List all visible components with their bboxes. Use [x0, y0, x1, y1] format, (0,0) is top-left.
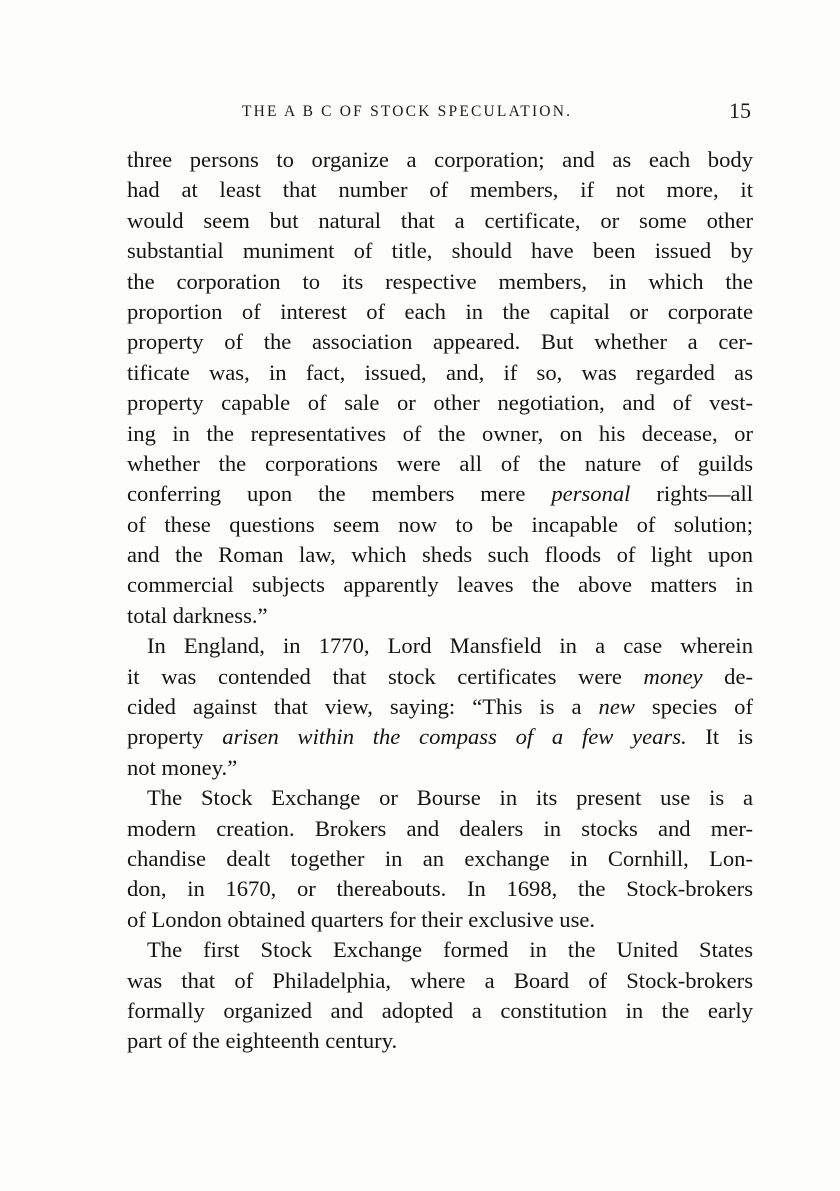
text-segment: species of [634, 694, 753, 720]
text-segment: not money.” [127, 754, 238, 780]
text-line [127, 358, 753, 388]
text-line [127, 662, 753, 692]
text-segment: de- [702, 663, 753, 689]
text-segment: chandise dealt together in an exchange in Cornhill, Lon- [127, 845, 753, 871]
paragraph [127, 935, 753, 1057]
text-segment: The Stock Exchange or Bourse in its present use is a [147, 785, 753, 811]
text-segment: was that of Philadelphia, where a Board of Stock-brokers [127, 967, 753, 993]
text-segment: cided against that view, saying: “This is a [127, 694, 599, 720]
text-line [127, 267, 753, 297]
text-segment: and the Roman law, which sheds such floods of light upon [127, 542, 753, 568]
text-line [127, 570, 753, 600]
text-line [127, 905, 753, 935]
italic-text: new [598, 694, 635, 720]
text-line [127, 631, 753, 661]
italic-text: arisen within the compass of a few years. [222, 724, 687, 750]
text-segment: In England, in 1770, Lord Mansfield in a case wherein [147, 633, 753, 659]
text-segment: proportion of interest of each in the capital or corporate [127, 298, 753, 324]
text-segment: three persons to organize a corporation; and as each body [127, 147, 753, 172]
text-segment: property of the association appeared. But whether a cer- [127, 329, 753, 355]
text-line [127, 844, 753, 874]
text-line [127, 175, 753, 205]
text-segment: part of the eighteenth century. [127, 1028, 398, 1054]
text-line [127, 966, 753, 996]
page-number: 15 [729, 98, 751, 123]
text-line [127, 753, 753, 783]
text-line [127, 814, 753, 844]
text-segment: property capable of sale or other negotiation, and of vest- [127, 390, 753, 416]
text-line [127, 722, 753, 752]
body-text [127, 145, 753, 1057]
text-line [127, 419, 753, 449]
text-segment: substantial muniment of title, should have been issued by [127, 238, 753, 264]
text-segment: rights—all [630, 481, 753, 507]
text-line [127, 479, 753, 509]
text-segment: formally organized and adopted a constitution in the early [127, 997, 753, 1023]
text-line [127, 874, 753, 904]
text-line [127, 206, 753, 236]
text-line [127, 236, 753, 266]
text-line [127, 510, 753, 540]
text-line [127, 388, 753, 418]
text-segment: total darkness.” [127, 602, 268, 628]
text-line [127, 692, 753, 722]
page-header [127, 98, 755, 128]
text-line [127, 935, 753, 965]
text-segment: modern creation. Brokers and dealers in stocks and mer- [127, 815, 753, 841]
text-line [127, 783, 753, 813]
text-segment: had at least that number of members, if not more, it [127, 177, 753, 203]
text-line [127, 145, 753, 175]
text-segment: It is [686, 724, 753, 750]
italic-text: personal [551, 481, 631, 507]
paragraph [127, 631, 753, 783]
paragraph [127, 783, 753, 935]
running-title: THE A B C OF STOCK SPECULATION. [242, 103, 573, 120]
text-line [127, 540, 753, 570]
text-line [127, 996, 753, 1026]
text-segment: property [127, 724, 223, 750]
text-segment: the corporation to its respective members, in which the [127, 268, 753, 294]
text-line [127, 449, 753, 479]
text-line [127, 297, 753, 327]
text-segment: of these questions seem now to be incapable of solution; [127, 511, 753, 537]
text-line [127, 327, 753, 357]
text-segment: ing in the representatives of the owner, on his decease, or [127, 420, 753, 446]
text-segment: The first Stock Exchange formed in the United States [147, 937, 753, 963]
text-segment: conferring upon the members mere [127, 481, 552, 507]
paragraph [127, 145, 753, 631]
text-segment: of London obtained quarters for their exclusive use. [127, 906, 596, 932]
italic-text: money [643, 663, 703, 689]
text-segment: commercial subjects apparently leaves the above matters in [127, 572, 753, 598]
text-segment: would seem but natural that a certificate, or some other [127, 207, 753, 233]
text-segment: don, in 1670, or thereabouts. In 1698, the Stock-brokers [127, 876, 753, 902]
text-segment: whether the corporations were all of the nature of guilds [127, 450, 753, 476]
text-segment: tificate was, in fact, issued, and, if so, was regarded as [127, 359, 753, 385]
text-line [127, 1026, 753, 1056]
text-segment: it was contended that stock certificates were [127, 663, 644, 689]
text-line [127, 601, 753, 631]
